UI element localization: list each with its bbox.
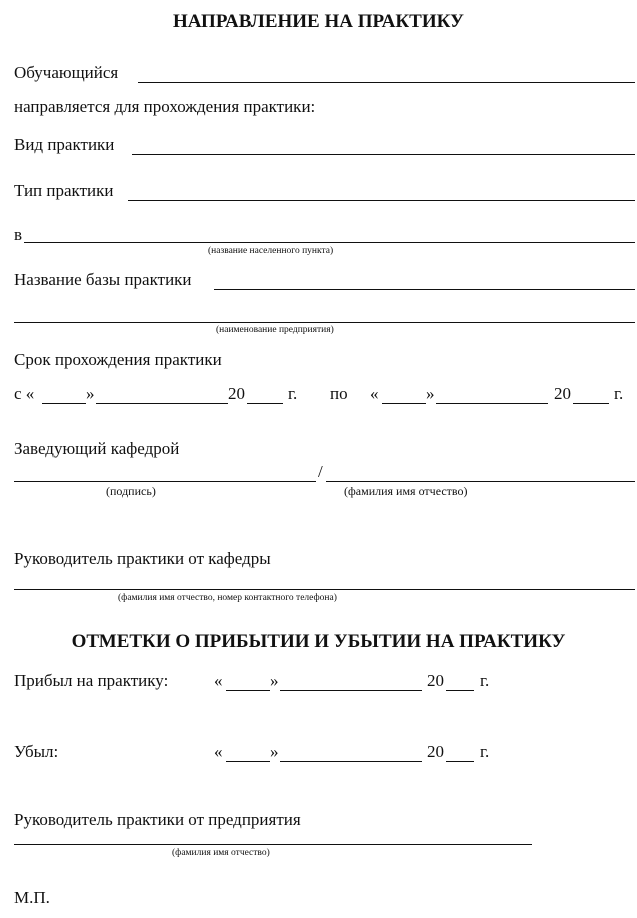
to-month-line[interactable] <box>436 403 548 404</box>
fio-caption: (фамилия имя отчество) <box>344 484 468 498</box>
to-quote-close: » <box>426 384 435 403</box>
locality-line[interactable] <box>24 242 635 243</box>
locality-caption: (название населенного пункта) <box>208 246 334 256</box>
to-label: по <box>330 384 348 403</box>
head-fio-line[interactable] <box>326 481 635 482</box>
to-year-line[interactable] <box>573 403 609 404</box>
departed-year-suffix: г. <box>480 742 490 761</box>
arrived-year-line[interactable] <box>446 690 474 691</box>
student-field-line[interactable] <box>138 82 635 83</box>
arrived-quote-open: « <box>214 671 223 690</box>
departed-year-prefix: 20 <box>427 742 444 761</box>
student-label: Обучающийся <box>14 63 119 82</box>
practice-type-line[interactable] <box>128 200 635 201</box>
arrived-day-line[interactable] <box>226 690 270 691</box>
fio-caption-2: (фамилия имя отчество) <box>172 848 270 858</box>
supervisor-dept-line[interactable] <box>14 589 635 590</box>
practice-type-label: Тип практики <box>14 181 114 200</box>
signature-caption: (подпись) <box>106 484 156 498</box>
base-label: Название базы практики <box>14 270 192 289</box>
supervisor-ent-label: Руководитель практики от предприятия <box>14 810 301 829</box>
to-day-line[interactable] <box>382 403 426 404</box>
to-year-suffix: г. <box>614 384 624 403</box>
practice-kind-label: Вид практики <box>14 135 115 154</box>
practice-kind-line[interactable] <box>132 154 635 155</box>
arrived-quote-close: » <box>270 671 279 690</box>
from-year-prefix: 20 <box>228 384 245 403</box>
from-prefix: с « <box>14 384 35 403</box>
marks-title: ОТМЕТКИ О ПРИБЫТИИ И УБЫТИИ НА ПРАКТИКУ <box>71 631 566 652</box>
from-month-line[interactable] <box>96 403 228 404</box>
enterprise-line[interactable] <box>14 322 635 323</box>
departed-quote-open: « <box>214 742 223 761</box>
departed-year-line[interactable] <box>446 761 474 762</box>
enterprise-caption: (наименование предприятия) <box>216 325 334 335</box>
departed-label: Убыл: <box>14 742 59 761</box>
supervisor-dept-label: Руководитель практики от кафедры <box>14 549 271 568</box>
to-quote-open: « <box>370 384 379 403</box>
document-title: НАПРАВЛЕНИЕ НА ПРАКТИКУ <box>173 11 464 32</box>
from-year-suffix: г. <box>288 384 298 403</box>
from-year-line[interactable] <box>247 403 283 404</box>
departed-day-line[interactable] <box>226 761 270 762</box>
arrived-month-line[interactable] <box>280 690 422 691</box>
directed-text: направляется для прохождения практики: <box>14 97 316 116</box>
arrived-label: Прибыл на практику: <box>14 671 169 690</box>
departed-quote-close: » <box>270 742 279 761</box>
supervisor-ent-line[interactable] <box>14 844 532 845</box>
head-signature-line[interactable] <box>14 481 316 482</box>
term-label: Срок прохождения практики <box>14 350 222 369</box>
base-line[interactable] <box>214 289 635 290</box>
fio-phone-caption: (фамилия имя отчество, номер контактного телефона) <box>118 593 337 603</box>
in-label: в <box>14 225 23 244</box>
from-day-line[interactable] <box>42 403 86 404</box>
stamp-label: М.П. <box>14 888 50 907</box>
slash: / <box>318 462 323 481</box>
to-year-prefix: 20 <box>554 384 571 403</box>
departed-month-line[interactable] <box>280 761 422 762</box>
arrived-year-suffix: г. <box>480 671 490 690</box>
head-label: Заведующий кафедрой <box>14 439 180 458</box>
from-quote-close: » <box>86 384 95 403</box>
arrived-year-prefix: 20 <box>427 671 444 690</box>
